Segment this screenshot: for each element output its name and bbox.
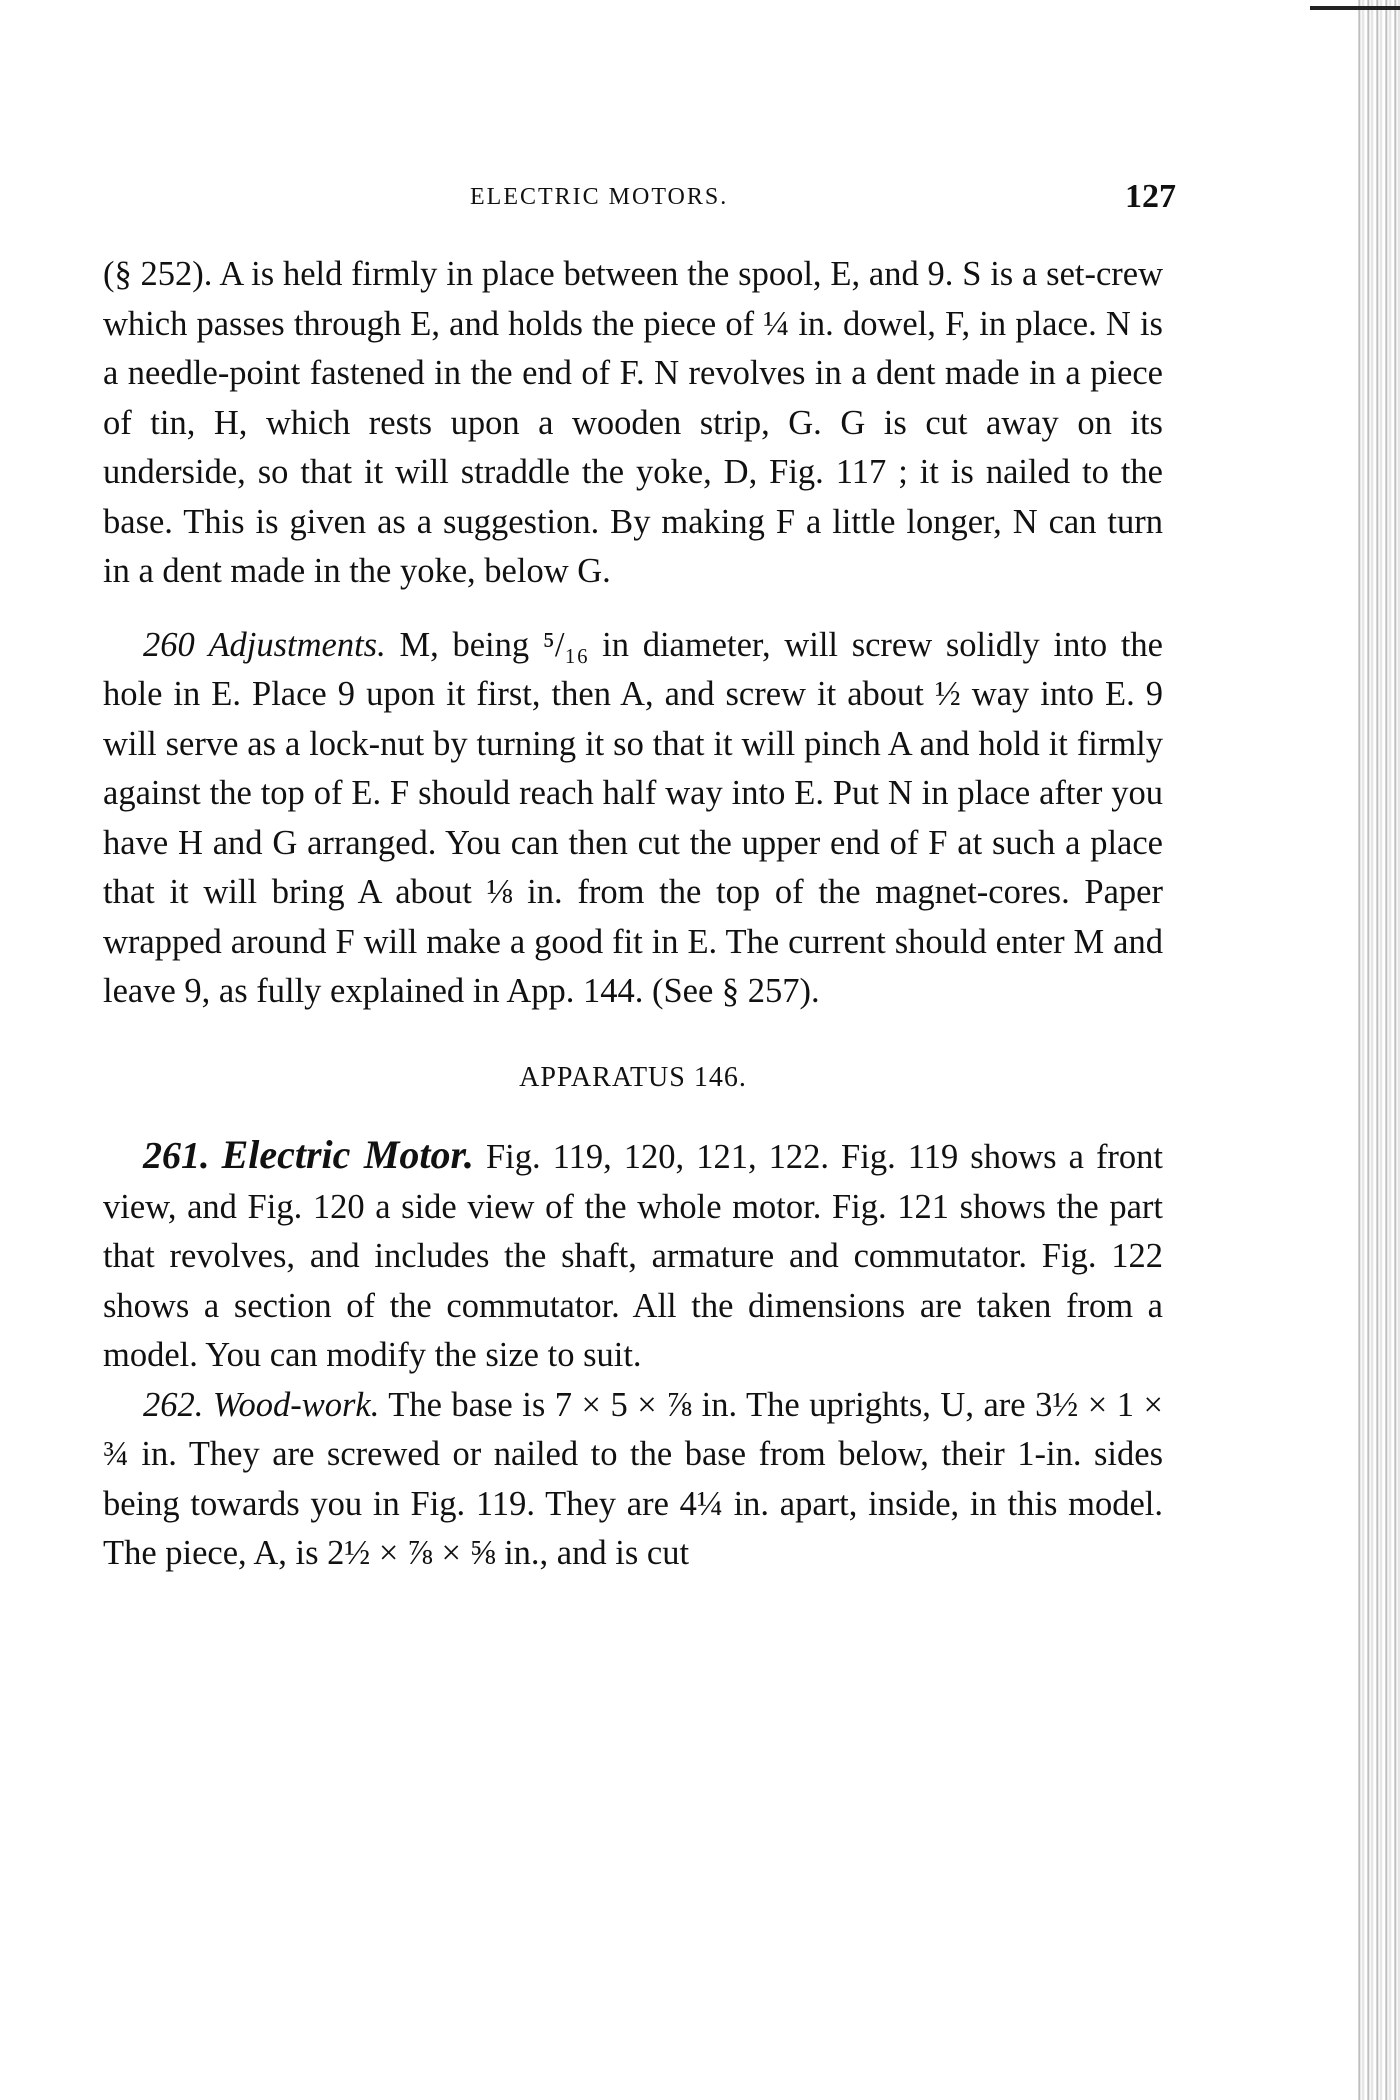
paragraph-260 — [103, 621, 1163, 1017]
paragraph-text: M, being ⁵/₁₆ in diameter, will screw solidly into the hole in E. Place 9 upon it first, then A, and screw it about ½ way into E. 9 will serve as a lock-nut by turning it so that it will pinch A and hold it firmly against the top of E. F should reach half way into E. Put N in place after you have H and G arranged. You can then cut the upper end of F at such a place that it will bring A about ⅛ in. from the top of the magnet-cores. Paper wrapped around F will make a good fit in E. The current should enter M and leave 9, as fully explained in App. 144. (See § 257). — [103, 625, 1163, 1010]
paragraph-text: Fig. 119, 120, 121, 122. Fig. 119 shows a front view, and Fig. 120 a side view of the whole motor. Fig. 121 shows the part that revolves, and includes the shaft, armature and commutator. Fig. 122 shows a section of the commutator. All the dimensions are taken from a model. You can modify the size to suit. — [103, 1138, 1164, 1374]
page-header — [0, 178, 1400, 218]
section-heading: Adjustments. — [208, 625, 386, 664]
section-heading: Electric Motor. — [221, 1132, 474, 1177]
running-title: ELECTRIC MOTORS. — [470, 184, 729, 210]
paragraph-252 — [103, 250, 1163, 597]
paragraph-text: The base is 7 × 5 × ⅞ in. The uprights, U, are 3½ × 1 × ¾ in. They are screwed or nailed to the base from below, their 1-in. sides being towards you in Fig. 119. They are 4¼ in. apart, inside, in this model. The piece, A, is 2½ × ⅞ × ⅝ in., and is cut — [103, 1385, 1163, 1572]
section-number: 261. — [143, 1135, 210, 1177]
page-body — [103, 250, 1163, 1579]
paragraph-text: (§ 252). A is held firmly in place between the spool, E, and 9. S is a set-crew which passes through E, and holds the piece of ¼ in. dowel, F, in place. N is a needle-point fastened in the end of F. N revolves in a dent made in a piece of tin, H, which rests upon a wooden strip, G. G is cut away on its underside, so that it will straddle the yoke, D, Fig. 117 ; it is nailed to the base. This is given as a suggestion. By making F a little longer, N can turn in a dent made in the yoke, below G. — [103, 255, 1163, 590]
top-rule — [1310, 6, 1400, 10]
paragraph-261 — [103, 1130, 1163, 1381]
paragraph-262 — [103, 1381, 1163, 1579]
page-number: 127 — [1125, 178, 1176, 215]
section-number: 260 — [143, 625, 195, 664]
apparatus-heading: APPARATUS 146. — [519, 1061, 747, 1093]
section-heading: Wood-work. — [212, 1385, 380, 1424]
page-edge-shadow — [1356, 0, 1400, 2100]
section-number: 262. — [143, 1385, 204, 1424]
